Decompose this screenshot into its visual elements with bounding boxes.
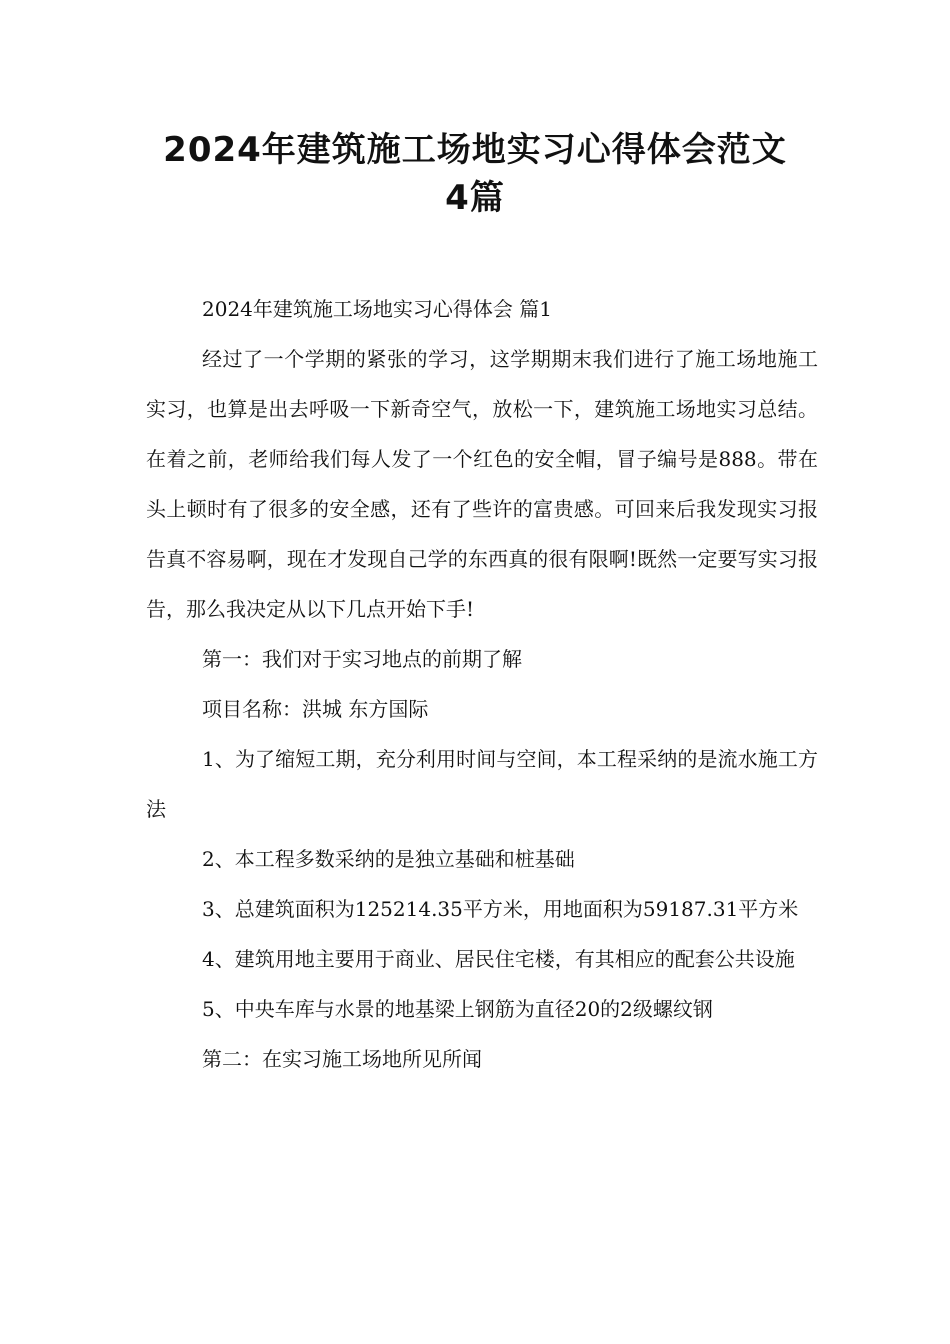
body-paragraph: 经过了一个学期的紧张的学习，这学期期末我们进行了施工场地施工实习，也算是出去呼吸一下新奇空气，放松一下，建筑施工场地实习总结。在着之前，老师给我们每人发了一个红色的安全帽，冒子编号是888。带在头上顿时有了很多的安全感，还有了些许的富贵感。可回来后我发现实习报告真不容易啊，现在才发现自己学的东西真的很有限啊!既然一定要写实习报告，那么我决定从以下几点开始下手!: [146, 347, 818, 621]
document-title: [100, 126, 850, 222]
title-line-2: 4篇: [445, 178, 505, 218]
title-line-1: 2024年建筑施工场地实习心得体会范文: [163, 130, 787, 170]
document-body: [146, 284, 818, 1084]
section-heading: 2024年建筑施工场地实习心得体会 篇1: [202, 297, 552, 321]
list-item: 4、建筑用地主要用于商业、居民住宅楼，有其相应的配套公共设施: [202, 947, 795, 971]
list-item: 5、中央车库与水景的地基梁上钢筋为直径20的2级螺纹钢: [202, 997, 713, 1021]
project-name: 项目名称：洪城 东方国际: [202, 697, 429, 721]
list-item: 3、总建筑面积为125214.35平方米，用地面积为59187.31平方米: [202, 897, 799, 921]
subsection-heading: 第一：我们对于实习地点的前期了解: [202, 647, 522, 671]
list-item: 2、本工程多数采纳的是独立基础和桩基础: [202, 847, 575, 871]
subsection-heading: 第二：在实习施工场地所见所闻: [202, 1047, 482, 1071]
list-item: 1、为了缩短工期，充分利用时间与空间，本工程采纳的是流水施工方法: [146, 747, 818, 821]
